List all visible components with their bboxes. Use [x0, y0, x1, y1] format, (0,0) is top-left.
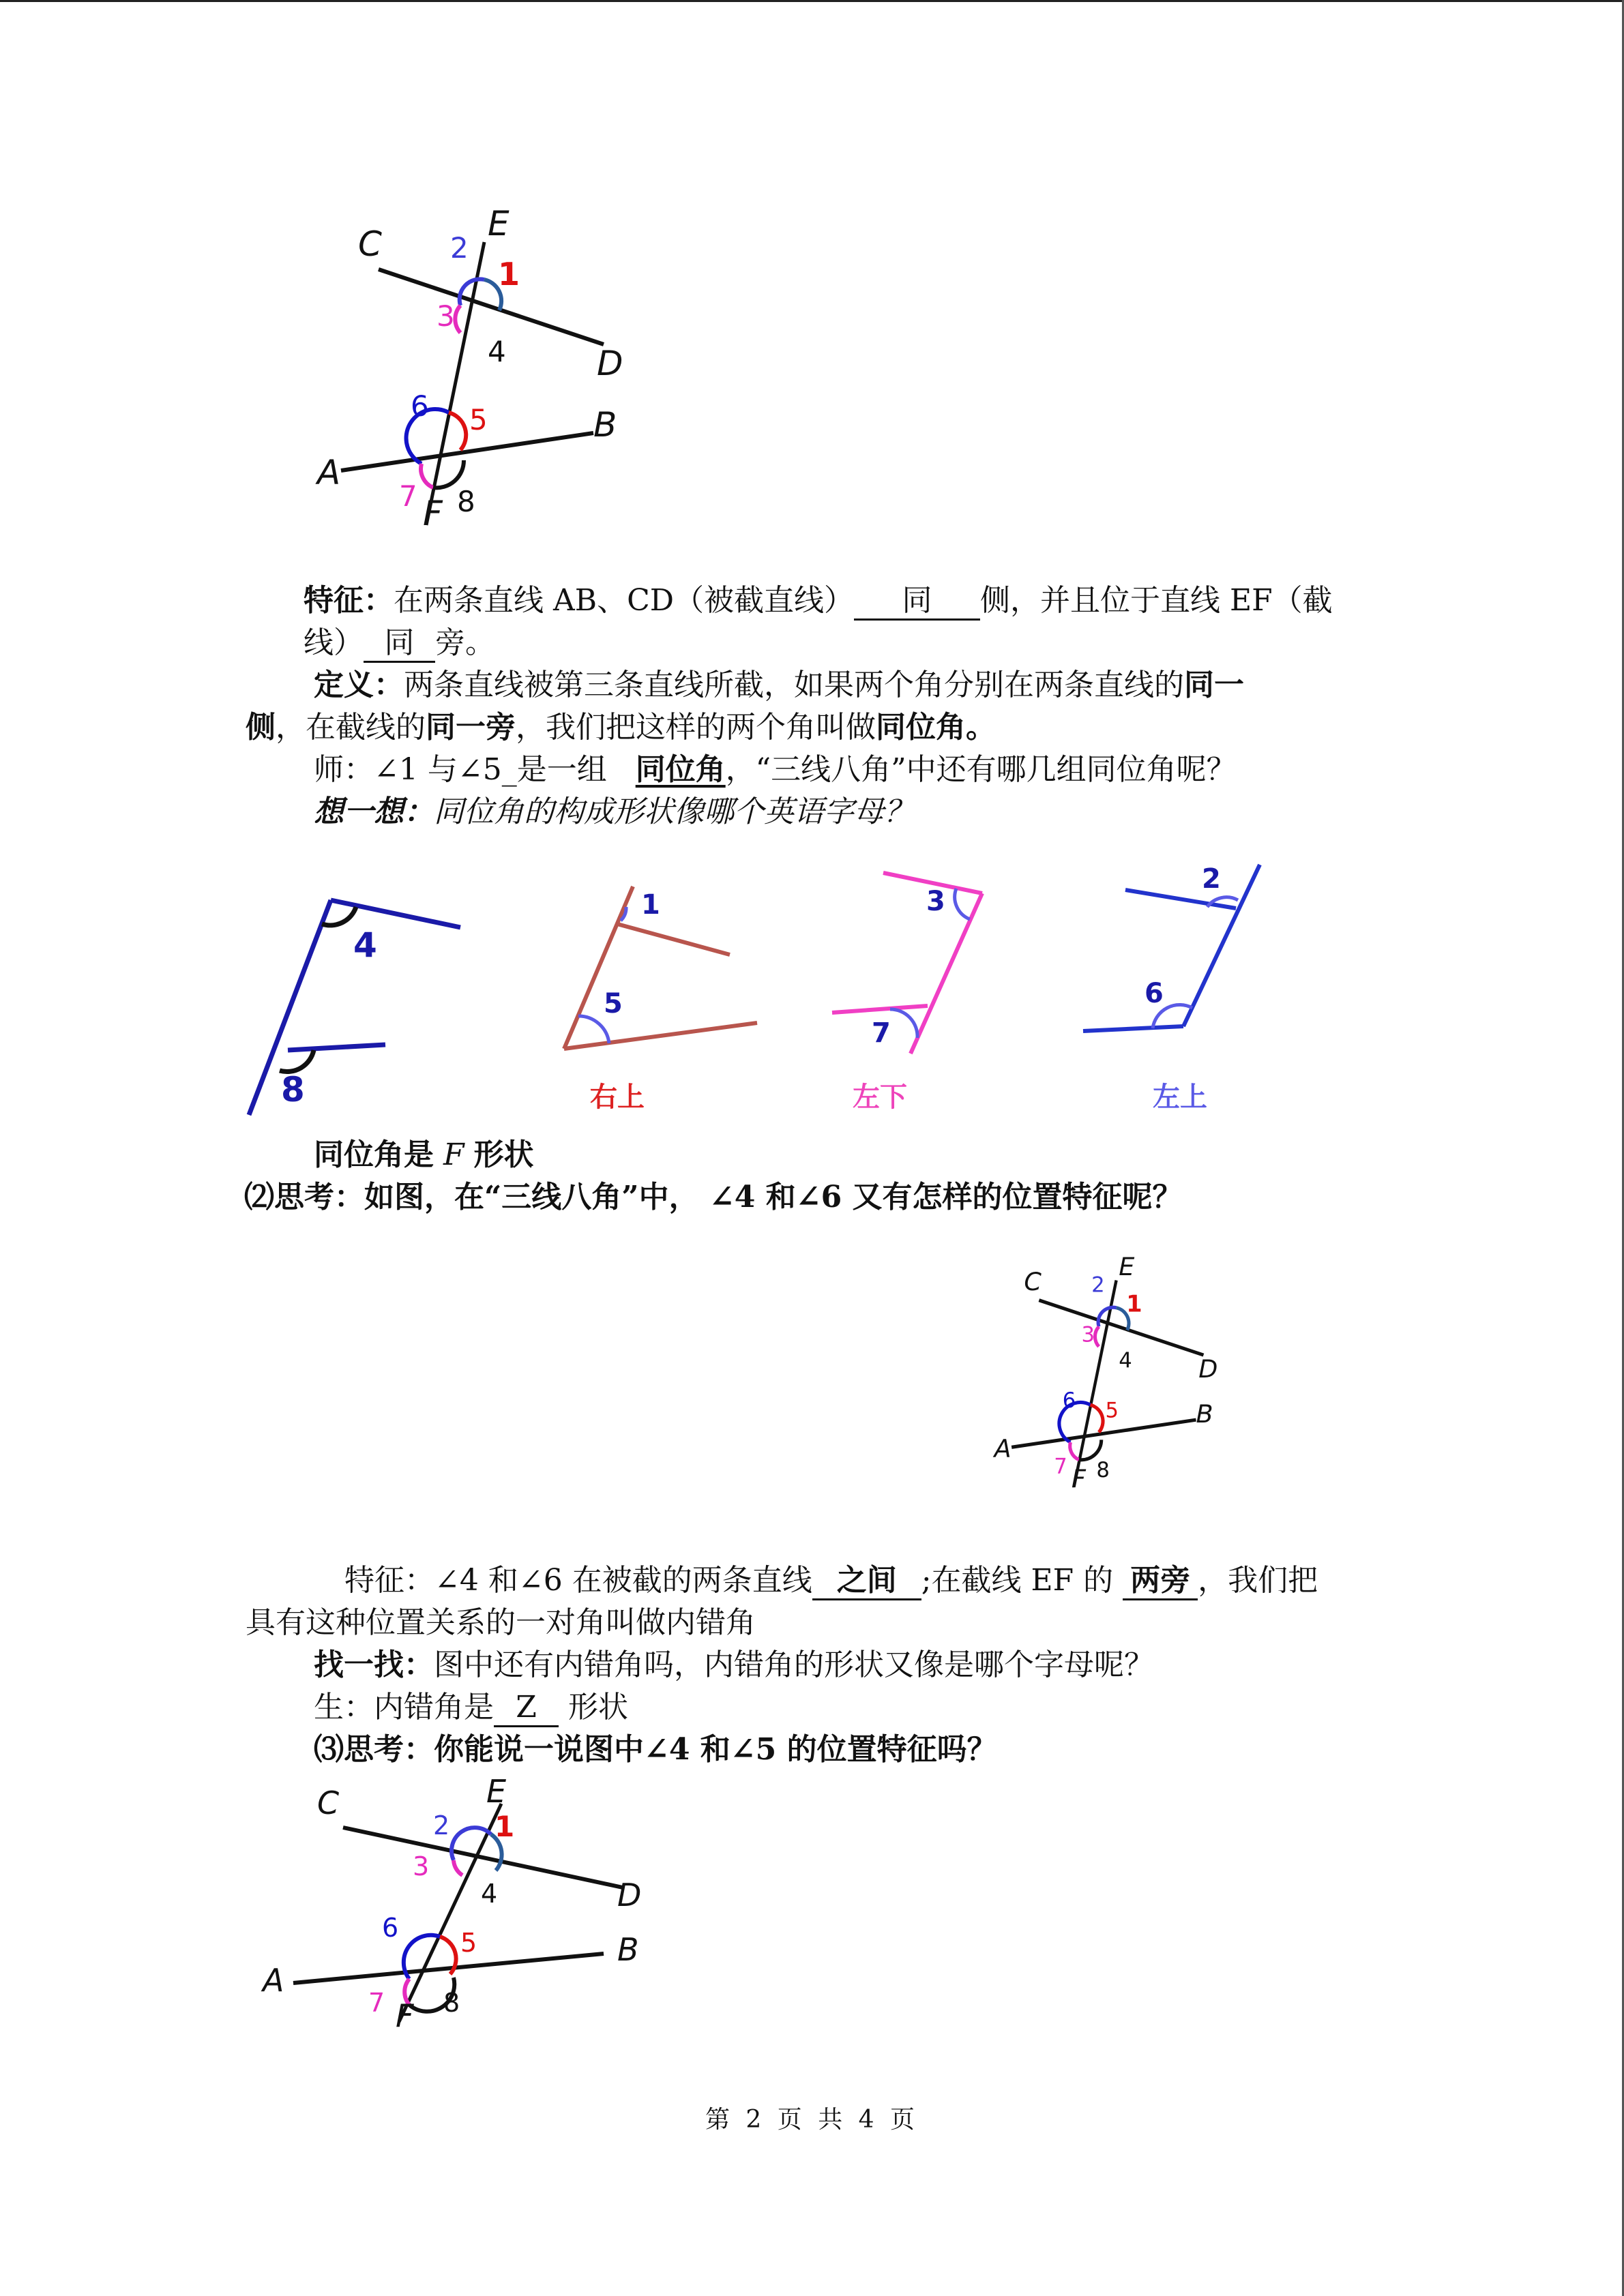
fig3-angle-5: 5 [460, 1928, 477, 1958]
question-3: ⑶思考：你能说一说图中∠4 和∠5 的位置特征吗？ [314, 1732, 997, 1767]
blank-same-side-2: 同 [364, 625, 435, 663]
fig2-point-e: E [1119, 1252, 1135, 1282]
f-shape-brown [564, 886, 757, 1049]
point-f-label: F [423, 494, 443, 533]
result-tail: 形状 [473, 1137, 534, 1172]
feature-text-c: 线） [304, 625, 364, 660]
feature-text-d: 旁。 [435, 625, 495, 660]
fig3-angle-4: 4 [481, 1879, 498, 1909]
definition-text-c: ，我们把这样的两个角叫做 [516, 710, 876, 745]
fig2-angle-5: 5 [1105, 1399, 1119, 1423]
fig2-angle-4: 4 [1119, 1349, 1132, 1373]
f1-angle-8: 8 [281, 1070, 305, 1109]
teacher-text-a: 师：∠1 与∠5_是一组 [314, 752, 607, 787]
fig3-angle-6: 6 [382, 1913, 399, 1943]
three-lines-diagram-2 [977, 1241, 1236, 1514]
fig3-point-c: C [317, 1785, 340, 1821]
f-shape-pink [832, 873, 982, 1054]
definition-bold-same: 同一 [1184, 668, 1244, 702]
feature-text-a: 在两条直线 AB、CD（被截直线） [394, 583, 855, 618]
fig3-point-d: D [617, 1877, 642, 1913]
definition-text-a: 两条直线被第三条直线所截，如果两个角分别在两条直线的 [404, 668, 1184, 702]
alt-feature-a: 特征：∠4 和∠6 在被截的两条直线 [344, 1563, 812, 1598]
fig3-point-f: F [396, 1997, 414, 2034]
feature-line-1 [304, 580, 1333, 622]
fig2-angle-6: 6 [1062, 1388, 1076, 1413]
page-top-border [0, 0, 1624, 2]
teacher-blank: 同位角 [635, 752, 726, 787]
angle-2-label: 2 [450, 231, 469, 265]
angle-3-label: 3 [437, 299, 455, 333]
fig3-point-a: A [263, 1962, 284, 1999]
angle-8-label: 8 [457, 485, 475, 518]
caption-upper-left: 左上 [1153, 1082, 1207, 1113]
fig2-point-b: B [1196, 1399, 1213, 1429]
definition-bold-term: 同位角。 [876, 710, 996, 745]
angle-4-label: 4 [488, 335, 506, 368]
teacher-line [314, 749, 1237, 791]
feature-text-b: 侧，并且位于直线 EF（截 [980, 583, 1333, 618]
fig2-point-c: C [1024, 1267, 1042, 1297]
think-text: 同位角的构成形状像哪个英语字母？ [434, 794, 914, 829]
point-e-label: E [488, 204, 510, 243]
f3-angle-7: 7 [872, 1017, 891, 1049]
student-line [314, 1686, 628, 1729]
fig3-angle-3: 3 [413, 1851, 430, 1881]
alt-feature-b: ;在截线 EF 的 [921, 1563, 1114, 1598]
definition-bold-same-way: 同一旁 [426, 710, 516, 745]
think-label: 想一想： [314, 794, 434, 829]
fig3-point-b: B [617, 1931, 639, 1968]
alt-feature-c: ，我们把 [1198, 1563, 1318, 1598]
fig3-angle-7: 7 [368, 1988, 385, 2018]
fig2-point-d: D [1198, 1354, 1218, 1384]
blank-two-sides: 两旁 [1123, 1563, 1198, 1600]
caption-lower-left: 左下 [853, 1082, 907, 1113]
angle-7-label: 7 [399, 479, 417, 513]
f-shape-result [314, 1134, 534, 1176]
feature-label: 特征： [304, 583, 394, 618]
definition-line-2 [246, 706, 996, 749]
angle-5-label: 5 [469, 403, 488, 436]
student-blank: Z [494, 1690, 559, 1727]
fig3-angle-2: 2 [433, 1810, 450, 1840]
point-d-label: D [597, 344, 623, 383]
caption-upper-right: 右上 [590, 1082, 645, 1113]
fig2-angle-2: 2 [1091, 1273, 1105, 1298]
definition-text-b: ，在截线的 [276, 710, 426, 745]
point-c-label: C [358, 224, 382, 264]
find-label: 找一找： [314, 1648, 434, 1682]
fig3-angle-8: 8 [443, 1988, 460, 2018]
blank-same-side: 同 [854, 583, 980, 621]
f4-angle-2: 2 [1202, 863, 1221, 895]
result-letter: F [443, 1137, 464, 1172]
feature-line-2 [304, 622, 495, 664]
f3-angle-3: 3 [926, 886, 945, 917]
student-text-a: 生：内错角是 [314, 1690, 494, 1725]
find-line [314, 1644, 1154, 1686]
point-b-label: B [593, 405, 617, 445]
f2-angle-5: 5 [604, 988, 623, 1019]
fig2-angle-7: 7 [1054, 1455, 1067, 1479]
fig2-point-a: A [994, 1433, 1012, 1463]
f1-angle-4: 4 [353, 925, 377, 965]
fig3-angle-1: 1 [494, 1810, 515, 1843]
page-footer: 第 2 页 共 4 页 [705, 2106, 919, 2134]
fig2-angle-3: 3 [1081, 1323, 1095, 1347]
teacher-text-b: ，“三线八角”中还有哪几组同位角呢？ [725, 752, 1237, 787]
f4-angle-6: 6 [1145, 978, 1164, 1009]
definition-line-1 [314, 664, 1244, 706]
alternate-feature-line-1 [344, 1560, 1318, 1602]
fig2-angle-1: 1 [1126, 1290, 1142, 1317]
three-lines-diagram-3 [256, 1773, 658, 2039]
fig2-angle-8: 8 [1096, 1459, 1110, 1483]
result-text: 同位角是 [314, 1137, 434, 1172]
fig2-point-f: F [1071, 1463, 1086, 1493]
find-text: 图中还有内错角吗，内错角的形状又像是哪个字母呢？ [434, 1648, 1154, 1682]
blank-between: 之间 [812, 1563, 921, 1600]
angle-1-label: 1 [498, 256, 520, 293]
f2-angle-1: 1 [641, 889, 660, 921]
f-shape-navy [249, 900, 460, 1115]
three-lines-diagram-1 [293, 205, 648, 546]
definition-bold-side: 侧 [246, 710, 276, 745]
student-text-b: 形状 [568, 1690, 628, 1725]
point-a-label: A [317, 453, 341, 492]
angle-6-label: 6 [411, 389, 429, 423]
question-2: ⑵思考：如图，在“三线八角”中， ∠4 和∠6 又有怎样的位置特征呢？ [244, 1180, 1183, 1214]
definition-label: 定义： [314, 668, 404, 702]
alternate-feature-line-2: 具有这种位置关系的一对角叫做内错角 [246, 1605, 756, 1640]
f-shape-blue [1083, 863, 1260, 1031]
fig3-point-e: E [486, 1773, 507, 1810]
think-line [314, 791, 914, 833]
f-shapes-row [246, 859, 1405, 1132]
